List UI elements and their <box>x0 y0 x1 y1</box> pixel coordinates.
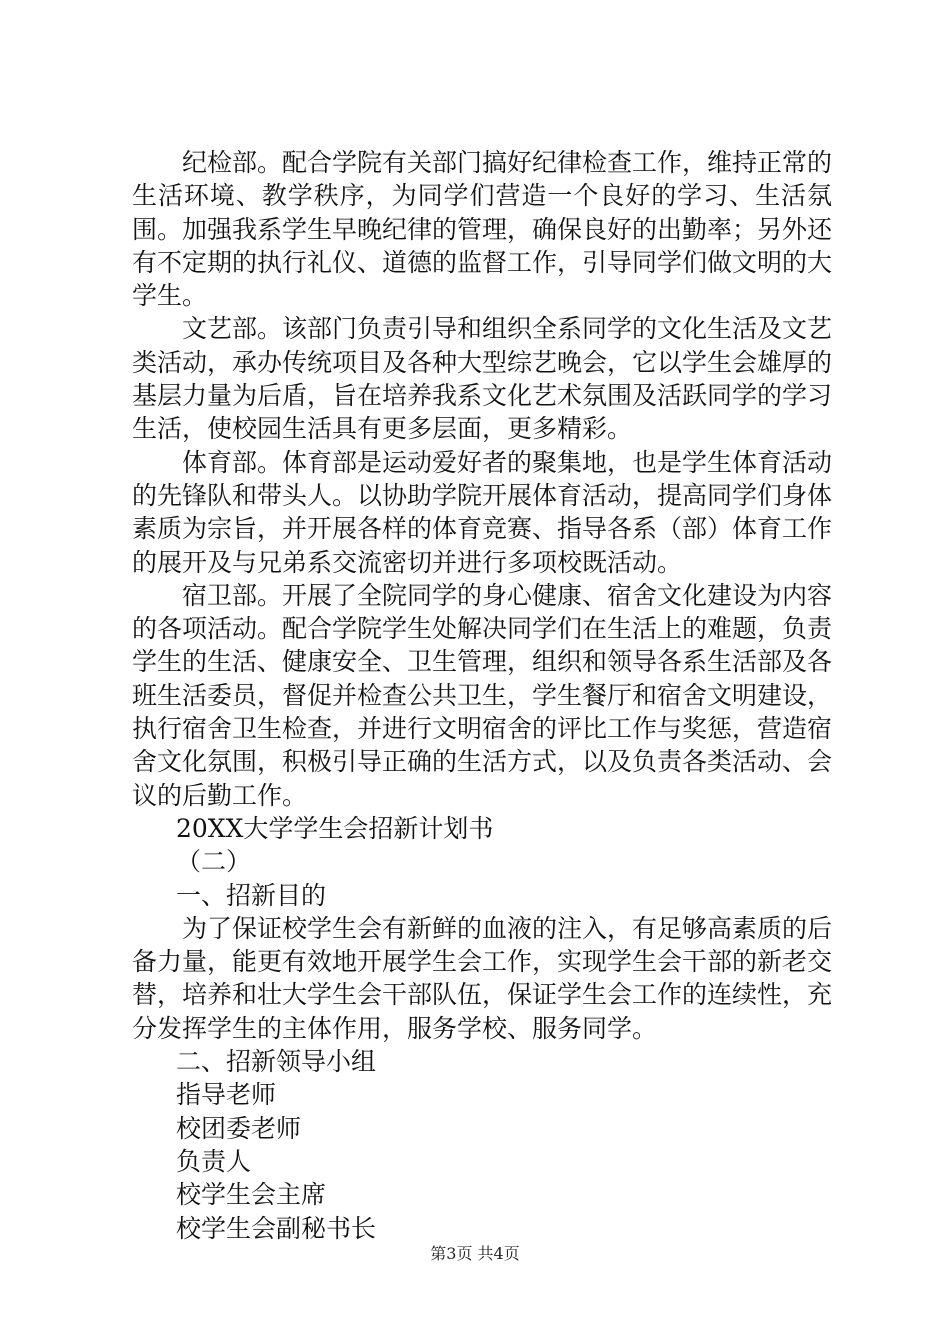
paragraph-sports-dept: 体育部。体育部是运动爱好者的聚集地，也是学生体育活动的先锋队和带头人。以协助学院开展体育活动，提高同学们身体素质为宗旨，并开展各样的体育竞赛、指导各系（部）体育工作的展开及与兄弟系交流密切并进行多项校既活动。 <box>132 447 833 577</box>
paragraph-arts-dept: 文艺部。该部门负责引导和组织全系同学的文化生活及文艺类活动，承办传统项目及各种大型综艺晚会，它以学生会雄厚的基层力量为后盾，旨在培养我系文化艺术氛围及活跃同学的学习生活，使校园生活具有更多层面，更多精彩。 <box>132 314 833 444</box>
part-label: （二） <box>176 847 252 877</box>
section1-body: 为了保证校学生会有新鲜的血液的注入，有足够高素质的后备力量，能更有效地开展学生会工作，实现学生会干部的新老交替，培养和壮大学生会干部队伍，保证学生会工作的连续性，充分发挥学生的主体作用，服务学校、服务同学。 <box>132 913 833 1043</box>
paragraph-discipline-dept: 纪检部。配合学院有关部门搞好纪律检查工作，维持正常的生活环境、教学秩序，为同学们营造一个良好的学习、生活氛围。加强我系学生早晚纪律的管理，确保良好的出勤率；另外还有不定期的执行礼仪、道德的监督工作，引导同学们做文明的大学生。 <box>132 148 833 311</box>
leader-item: 校学生会副秘书长 <box>176 1213 377 1243</box>
section1-heading: 一、招新目的 <box>176 880 327 910</box>
leader-item: 指导老师 <box>176 1080 277 1110</box>
leader-item: 校团委老师 <box>176 1113 302 1143</box>
document-body <box>132 146 832 1245</box>
page-footer: 第3页 共4页 <box>430 1244 520 1263</box>
leader-item: 负责人 <box>176 1146 252 1176</box>
paragraph-dorm-dept: 宿卫部。开展了全院同学的身心健康、宿舍文化建设为内容的各项活动。配合学院学生处解决同学们在生活上的难题，负责学生的生活、健康安全、卫生管理，组织和领导各系生活部及各班生活委员，督促并检查公共卫生，学生餐厅和宿舍文明建设，执行宿舍卫生检查，并进行文明宿舍的评比工作与奖惩，营造宿舍文化氛围，积极引导正确的生活方式，以及负责各类活动、会议的后勤工作。 <box>132 580 833 810</box>
document-title: 20XX大学学生会招新计划书 <box>176 813 494 843</box>
leader-item: 校学生会主席 <box>176 1180 327 1210</box>
section2-heading: 二、招新领导小组 <box>176 1047 377 1077</box>
